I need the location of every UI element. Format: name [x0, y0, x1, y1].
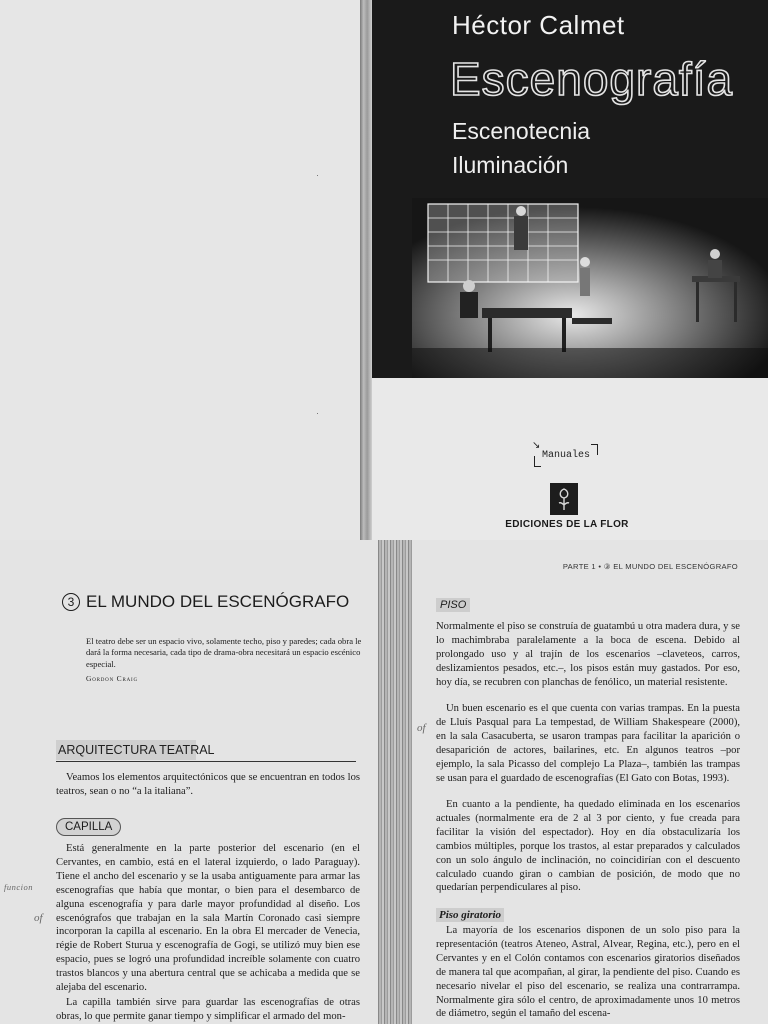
chapter-number-badge: 3 — [62, 593, 80, 611]
cover-subtitle-1: Escenotecnia — [452, 118, 591, 144]
section-title-arquitectura: ARQUITECTURA TEATRAL — [58, 743, 215, 757]
margin-note-handwritten: of — [34, 912, 43, 924]
paragraph-piso-2: Un buen escenario es el que cuenta con varias trampas. En la puesta de Lluís Pasqual para La tempestad, de William Shakespeare (2000), en la sala Casacuberta, se usaron trampas para facilitar la aparición o desaparición de actores, bailarines, etc. En algunos teatros –por ejemplo, la sala Picasso del complejo La Plaza–, también las trampas se usan para el guardado de escenografías (El Gato con Botas, 1993). — [436, 703, 740, 784]
paragraph-piso-3: En cuanto a la pendiente, ha quedado eliminada en los escenarios actuales (normalmente era de 2 al 3 por ciento, y fue creada para facilitar la visión del espectador). Hoy en día obstaculizaría los cambios múltiples, porque los trastos, al estar preparados y calculados con un solo ángulo de inclinación, no coincidirían con el descuento calculado cuando giran o cambian de posición, de modo que no quedarían perpendiculares al piso. — [436, 799, 740, 894]
cover-stage-photo — [412, 198, 768, 378]
margin-note-handwritten: funcion — [4, 882, 33, 892]
paragraph-piso-giratorio: La mayoría de los escenarios disponen de un solo piso para la representación (teatros Ateneo, Astral, Alvear, Regina, etc.), pero en el Cervantes y en el Colón contamos con escenarios giratorios diseñados de manera tal que acompañan, al girar, la pendiente del piso. Cuando es necesario nivelar el piso del escenario, se realiza una contrarrampa. Normalmente gira sólo el centro, de aproximadamente unos 10 metros de diámetro, según el tamaño del escena- — [436, 925, 740, 1020]
series-label: Manuales — [536, 448, 596, 463]
epigraph: El teatro debe ser un espacio vivo, solamente techo, piso y paredes; cada obra le dará la forma necesaria, cada tipo de drama-obra necesitará un espacio escénico especial. — [86, 636, 362, 669]
series-arrow-icon: ↘ — [532, 440, 541, 451]
cover-title: Escenografía — [450, 53, 734, 105]
running-head: PARTE 1 • ③ EL MUNDO DEL ESCENÓGRAFO — [562, 562, 738, 571]
book-spine-edge — [360, 0, 372, 540]
blank-page — [0, 0, 360, 540]
right-page — [412, 540, 768, 1024]
publisher-logo-icon — [550, 483, 578, 515]
page-speck: · — [316, 170, 319, 180]
publisher-name: EDICIONES DE LA FLOR — [505, 519, 629, 530]
cover-author: Héctor Calmet — [452, 10, 625, 40]
cover-dark-panel — [372, 0, 768, 378]
section-rule — [56, 761, 356, 762]
paragraph-piso-1: Normalmente el piso se construía de guatambú u otra madera dura, y se lo machimbraba paralelamente a la boca de escena. Debido al prolongado uso y al trajín de los escenarios –claveteos, carros, deslizamientos pesados, etc.–, los pisos están muy gastados. Por eso, hoy día, se recubren con planchas de fenólico, un material resistente. — [436, 621, 740, 688]
paragraph-capilla-2: La capilla también sirve para guardar las escenografías de otras obras, lo que permite ganar tiempo y simplificar el armado del mon- — [56, 997, 360, 1022]
left-page — [0, 540, 378, 1024]
section-title-piso: PISO — [436, 598, 470, 612]
chapter-title — [62, 592, 349, 612]
epigraph-author: Gordon Craig — [86, 674, 138, 683]
subsection-title-piso-giratorio: Piso giratorio — [436, 908, 504, 922]
book-gutter — [378, 540, 412, 1024]
cover-subtitle-2: Iluminación — [452, 152, 569, 178]
margin-note-handwritten: of — [417, 722, 426, 734]
subsection-title-capilla: CAPILLA — [56, 818, 121, 836]
chapter-title-text: EL MUNDO DEL ESCENÓGRAFO — [86, 592, 350, 611]
book-cover — [372, 0, 768, 540]
paragraph-intro: Veamos los elementos arquitectónicos que se encuentran en todos los teatros, sean o no “a la italiana”. — [56, 772, 360, 797]
paragraph-capilla-1: Está generalmente en la parte posterior del escenario (en el Cervantes, en cambio, está en el lateral izquierdo, o lado Paraguay). Tiene el ancho del escenario y se la usaba antiguamente para armar las escenografías que había que montar, o bien para el desembarco de alguna escenografía y para darle mayor profundidad al diseño. Los escenógrafos que trabajan en la sala Martín Coronado casi siempre incorporan la capilla al escenario. En la obra El mercader de Venecia, régie de Robert Sturua y escenografía de Gogi, se utilizó muy bien ese espacio, pues se logró una profundidad increíble solamente con cuatro trastos blancos y una abertura central que se achicaba a medida que se alejaba del escenario. — [56, 843, 360, 994]
page-speck: · — [316, 408, 319, 418]
